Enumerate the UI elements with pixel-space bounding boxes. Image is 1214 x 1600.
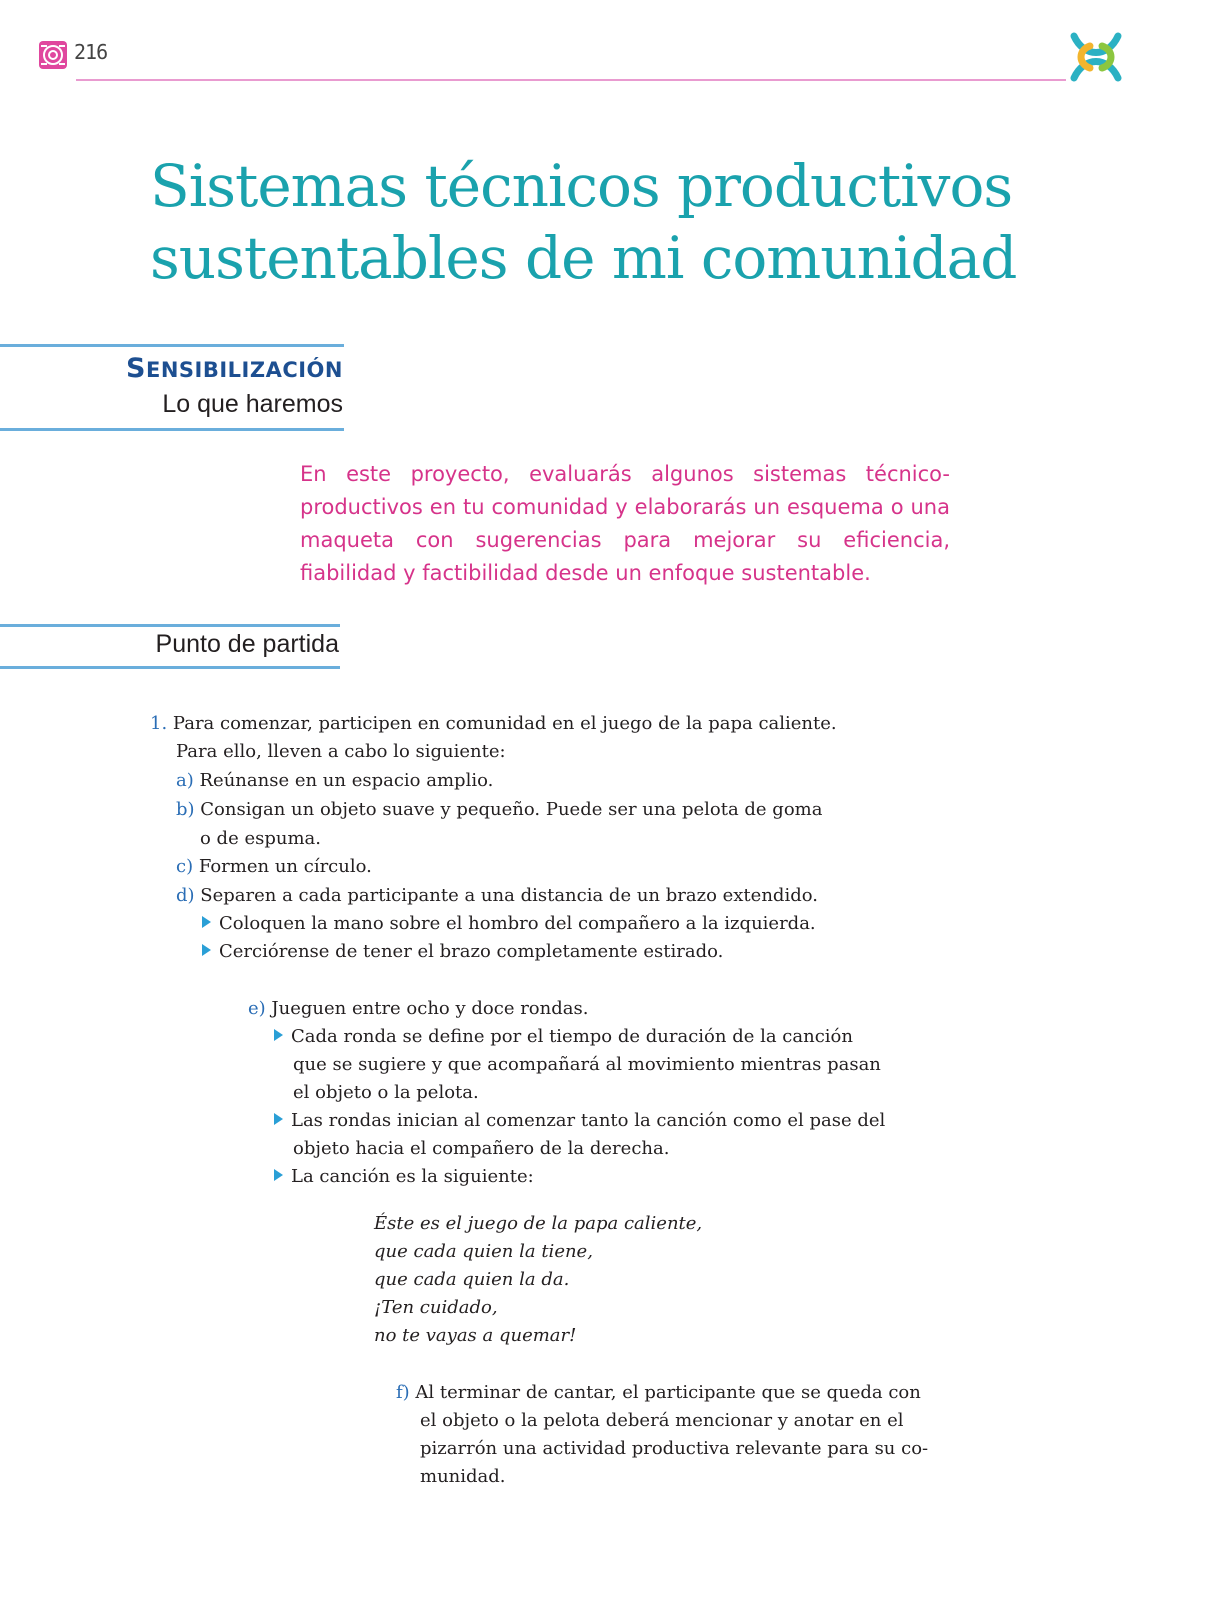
page-title [150,150,1050,294]
bullet-triangle-icon [202,944,211,956]
song-line: que cada quien la tiene, [374,1241,593,1262]
bullet-item [274,1163,534,1191]
list-marker: b) [176,799,195,820]
list-item-c [176,853,372,881]
list-item-text-continued: el objeto o la pelota deberá mencionar y anotar en el [420,1410,904,1431]
activity-number: 1. [150,713,168,734]
title-line-2: sustentables de mi comunidad [150,224,1017,292]
list-item-text-continued: o de espuma. [200,828,321,849]
song-line: Éste es el juego de la papa caliente, [374,1213,703,1234]
bullet-text: La canción es la siguiente: [291,1166,534,1187]
list-item-text-continued: pizarrón una actividad productiva relevante para su co- [420,1438,929,1459]
bullet-item [202,938,723,966]
section-rule-bottom [0,666,340,669]
bullet-triangle-icon [274,1169,283,1181]
list-marker: a) [176,770,194,791]
list-item-e [248,995,588,1023]
list-marker: f) [396,1382,410,1403]
bullet-item [202,910,816,938]
list-item-text: Al terminar de cantar, el participante que se queda con [415,1382,921,1403]
bullet-item [274,1107,885,1135]
page-number: 216 [74,40,108,64]
song-line: ¡Ten cuidado, [374,1297,498,1318]
bullet-text-continued: que se sugiere y que acompañará al movimiento mientras pasan [293,1054,881,1075]
bullet-triangle-icon [274,1113,283,1125]
bullet-triangle-icon [274,1029,283,1041]
list-item-text: Reúnanse en un espacio amplio. [199,770,494,791]
list-marker: c) [176,856,194,877]
bullet-text: Cada ronda se define por el tiempo de duración de la canción [291,1026,853,1047]
bullet-text-continued: el objeto o la pelota. [293,1082,479,1103]
bullet-text-continued: objeto hacia el compañero de la derecha. [293,1138,670,1159]
list-item-a [176,767,493,795]
section-rule-bottom [0,428,344,431]
section-rule-top [0,344,344,347]
section-heading-sensibilizacion [0,353,343,384]
bullet-item [274,1023,853,1051]
activity-intro-2: Para ello, lleven a cabo lo siguiente: [176,741,506,762]
activity-number-line [150,710,837,738]
activity-intro-1: Para comenzar, participen en comunidad en el juego de la papa caliente. [172,713,837,734]
list-item-text: Separen a cada participante a una distancia de un brazo extendido. [200,885,818,906]
title-line-1: Sistemas técnicos productivos [150,152,1013,220]
interlaced-rings-logo-icon [1068,28,1124,86]
bullet-text: Las rondas inician al comenzar tanto la canción como el pase del [291,1110,886,1131]
section-heading-rest: ENSIBILIZACIÓN [145,358,343,382]
list-item-d [176,882,818,910]
song-line: que cada quien la da. [374,1269,570,1290]
header-rule [76,79,1066,81]
section-heading-punto-de-partida: Punto de partida [155,630,339,658]
section-subheading: Lo que haremos [162,390,343,418]
intro-paragraph: En este proyecto, evaluarás algunos sistemas técnico-productivos en tu comunidad y elaborarás un esquema o una maqueta con sugerencias para mejorar su eficiencia, fiabilidad y factibilidad desde un enfoque sustentable. [300,462,950,585]
aztec-glyph-icon [38,40,68,70]
list-item-text: Consigan un objeto suave y pequeño. Puede ser una pelota de goma [200,799,823,820]
list-marker: d) [176,885,195,906]
bullet-text: Cerciórense de tener el brazo completamente estirado. [219,941,724,962]
bullet-triangle-icon [202,916,211,928]
list-item-text: Jueguen entre ocho y doce rondas. [271,998,589,1019]
list-item-b [176,796,822,824]
bullet-text: Coloquen la mano sobre el hombro del compañero a la izquierda. [219,913,816,934]
list-item-f [396,1379,921,1407]
section-rule-top [0,624,340,627]
section-heading-initial: S [126,353,146,384]
list-item-text-continued: munidad. [420,1466,506,1487]
song-line: no te vayas a quemar! [374,1325,577,1346]
list-item-text: Formen un círculo. [198,856,372,877]
list-marker: e) [248,998,266,1019]
